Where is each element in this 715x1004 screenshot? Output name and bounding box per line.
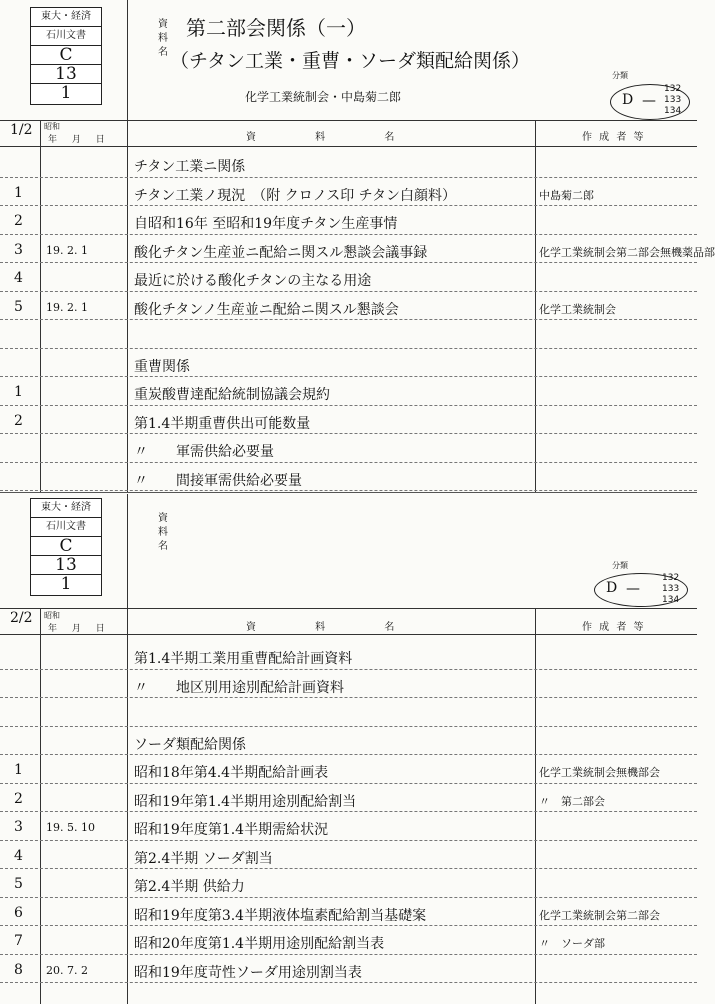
col-divider-no <box>40 608 41 1004</box>
stamp-box: 13 <box>31 65 101 84</box>
row-document-name: 昭和19年度苛性ソーダ用途別割当表 <box>134 964 362 981</box>
row-rule <box>0 348 697 349</box>
ref-num: 134 <box>664 106 682 116</box>
col-era: 昭和 <box>44 122 60 131</box>
row-number: 8 <box>14 961 23 978</box>
row-document-name: 〃 地区別用途別配給計画資料 <box>134 679 344 696</box>
row-number: 4 <box>14 847 23 864</box>
ref-num: 133 <box>662 584 680 594</box>
row-number: 1 <box>14 762 23 778</box>
ref-num: 133 <box>664 95 682 105</box>
row-rule <box>0 925 697 926</box>
stamp-collection: 石川文書 <box>31 518 101 537</box>
row-document-name: 昭和20年度第1.4半期用途別配給割当表 <box>134 936 385 952</box>
row-rule <box>0 954 697 955</box>
ref-label: 分類 <box>612 71 628 80</box>
row-document-name: チタン工業ニ関係 <box>134 159 246 175</box>
row-rule <box>0 669 697 670</box>
row-number: 1 <box>14 184 23 201</box>
row-rule <box>0 982 697 983</box>
row-rule <box>0 262 697 263</box>
col-author: 作 成 者 等 <box>582 622 646 633</box>
row-author: 化学工業統制会無機部会 <box>539 766 660 779</box>
row-document-name: 最近に於ける酸化チタンの主なる用途 <box>134 273 372 289</box>
row-document-name: 重曹関係 <box>134 358 190 375</box>
row-rule <box>0 177 697 178</box>
row-rule <box>0 783 697 784</box>
row-number: 7 <box>14 933 23 949</box>
archive-stamp-2 <box>30 498 102 596</box>
row-document-name: 自昭和16年 至昭和19年度チタン生産事情 <box>134 216 398 232</box>
col-era: 昭和 <box>44 611 60 620</box>
stamp-collection: 石川文書 <box>31 27 101 46</box>
row-author: 化学工業統制会第二部会 <box>539 908 660 922</box>
row-rule <box>0 319 697 320</box>
document-title: 第二部会関係（一） <box>186 16 366 40</box>
row-document-name: 酸化チタンノ生産並ニ配給ニ関スル懇談会 <box>134 301 399 318</box>
row-rule <box>0 811 697 812</box>
row-document-name: 重炭酸曹達配給統制協議会規約 <box>134 387 330 403</box>
row-rule <box>0 462 697 463</box>
row-date: 19. 5. 10 <box>46 821 95 834</box>
row-number: 4 <box>14 270 23 286</box>
col-author: 作 成 者 等 <box>582 132 646 143</box>
stamp-item: 1 <box>60 83 72 103</box>
row-number: 2 <box>14 213 23 229</box>
row-document-name: 〃 間接軍需供給必要量 <box>134 472 302 489</box>
doc-label: 資料名 <box>158 513 168 552</box>
row-document-name: 昭和19年度第3.4半期液体塩素配給割当基礎案 <box>134 907 427 924</box>
document-subtitle: （チタン工業・重曹・ソーダ類配給関係） <box>170 50 531 72</box>
col-date: 年 月 日 <box>48 135 111 145</box>
ref-code: D <box>606 580 618 596</box>
col-divider-author <box>535 608 536 1004</box>
stamp-university: 東大・経済 <box>31 8 101 27</box>
row-rule <box>0 405 697 406</box>
ref-num: 134 <box>662 595 680 605</box>
ref-dash: — <box>626 581 640 597</box>
stamp-series: C <box>31 46 101 65</box>
row-document-name: 第1.4半期重曹供出可能数量 <box>134 415 311 432</box>
row-rule <box>0 897 697 898</box>
row-number: 5 <box>14 876 23 892</box>
row-number: 2 <box>14 790 23 807</box>
row-rule <box>0 697 697 698</box>
row-rule <box>0 234 697 235</box>
row-number: 3 <box>14 819 23 835</box>
row-document-name: 昭和19年第1.4半期用途別配給割当 <box>134 793 357 810</box>
row-document-name: 第1.4半期工業用重曹配給計画資料 <box>134 651 353 667</box>
doc-label: 資料名 <box>158 19 168 58</box>
row-document-name: 酸化チタン生産並ニ配給ニ関スル懇談会議事録 <box>134 244 428 261</box>
stamp-box: 13 <box>31 556 101 575</box>
row-date: 19. 2. 1 <box>46 243 88 257</box>
row-number: 2 <box>14 412 23 429</box>
row-author: 化学工業統制会第二部会無機薬品部 <box>539 245 715 259</box>
row-document-name: 昭和18年第4.4半期配給計画表 <box>134 765 329 781</box>
row-date: 19. 2. 1 <box>46 300 88 314</box>
row-document-name: 昭和19年度第1.4半期需給状況 <box>134 822 329 838</box>
row-document-name: チタン工業ノ現況 （附 クロノス印 チタン白顔料） <box>134 187 456 204</box>
row-rule <box>0 868 697 869</box>
header-rule <box>0 120 697 121</box>
col-date: 年 月 日 <box>48 624 111 634</box>
row-date: 20. 7. 2 <box>46 963 88 977</box>
row-document-name: 第2.4半期 ソーダ割当 <box>134 850 273 867</box>
stamp-series: C <box>31 537 101 556</box>
row-author: 〃 第二部会 <box>539 794 605 808</box>
row-number: 5 <box>14 298 23 315</box>
stamp-item: 1 <box>60 574 72 594</box>
stamp-university: 東大・経済 <box>31 499 101 518</box>
row-document-name: 第2.4半期 供給力 <box>134 879 245 895</box>
row-number: 1 <box>14 384 23 400</box>
row-author: 化学工業統制会 <box>539 302 616 316</box>
sheet-divider <box>0 492 697 493</box>
row-rule <box>0 291 697 292</box>
row-number: 6 <box>14 904 23 921</box>
column-header-rule <box>0 146 697 147</box>
row-rule <box>0 754 697 755</box>
row-number: 3 <box>14 241 23 258</box>
row-rule <box>0 433 697 434</box>
author-org: 化学工業統制会・中島菊二郎 <box>245 90 402 104</box>
header-rule <box>0 608 697 609</box>
row-document-name: ソーダ類配給関係 <box>134 736 246 753</box>
col-divider-date <box>127 608 128 1004</box>
row-rule <box>0 490 697 491</box>
ref-num: 132 <box>664 84 682 94</box>
row-author: 〃 ソーダ部 <box>539 937 605 950</box>
page-number: 2/2 <box>10 610 33 626</box>
col-document-name: 資 料 名 <box>246 132 423 143</box>
row-rule <box>0 205 697 206</box>
archive-stamp-1 <box>30 7 102 105</box>
ref-label: 分類 <box>612 561 628 570</box>
col-document-name: 資 料 名 <box>246 622 423 633</box>
row-author: 中島菊二郎 <box>539 188 594 202</box>
ref-dash: — <box>642 93 656 109</box>
row-rule <box>0 840 697 841</box>
row-document-name: 〃 軍需供給必要量 <box>134 444 274 460</box>
column-header-rule <box>0 634 697 635</box>
ref-code: D <box>622 92 634 108</box>
row-rule <box>0 726 697 727</box>
row-rule <box>0 376 697 377</box>
ref-num: 132 <box>662 573 680 583</box>
page-number: 1/2 <box>10 122 33 138</box>
